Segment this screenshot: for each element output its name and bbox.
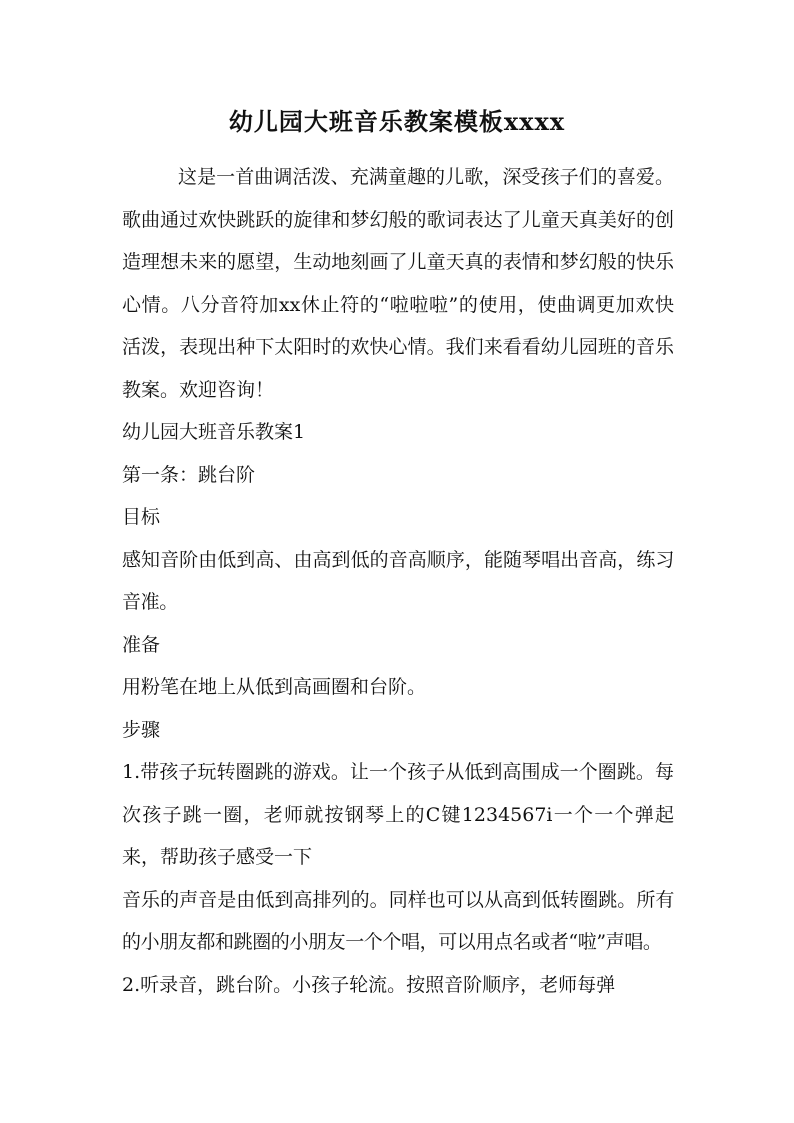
goal-paragraph: 感知音阶由低到高、由高到低的音高顺序，能随琴唱出音高，练习音准。 — [122, 548, 674, 613]
steps-heading: 步骤 — [122, 718, 161, 741]
document-title: 幼儿园大班音乐教案模板xxxx — [228, 107, 566, 136]
preparation-paragraph: 用粉笔在地上从低到高画圈和台阶。 — [122, 676, 427, 698]
preparation-heading: 准备 — [122, 633, 161, 656]
intro-paragraph: 这是一首曲调活泼、充满童趣的儿歌，深受孩子们的喜爱。歌曲通过欢快跳跃的旋律和梦幻般的歌词表达了儿童天真美好的创造理想未来的愿望，生动地刻画了儿童天真的表情和梦幻般的快乐心情。八分音符加xx休止符的“啦啦啦”的使用，使曲调更加欢快活泼，表现出种下太阳时的欢快心情。我们来看看幼儿园班的音乐教案。欢迎咨询！ — [122, 166, 674, 401]
article-heading: 第一条：跳台阶 — [122, 463, 256, 486]
step-one-continuation-paragraph: 音乐的声音是由低到高排列的。同样也可以从高到低转圈跳。所有的小朋友都和跳圈的小朋友一个个唱，可以用点名或者“啦”声唱。 — [122, 888, 674, 953]
step-one-paragraph: 1.带孩子玩转圈跳的游戏。让一个孩子从低到高围成一个圈跳。每次孩子跳一圈，老师就按钢琴上的C键1234567i一个一个弹起来，帮助孩子感受一下 — [122, 761, 674, 868]
step-two-paragraph: 2.听录音，跳台阶。小孩子轮流。按照音阶顺序，老师每弹 — [122, 973, 616, 996]
goal-heading: 目标 — [122, 506, 161, 528]
document-body — [122, 156, 674, 1006]
lesson-plan-heading: 幼儿园大班音乐教案1 — [122, 421, 306, 443]
